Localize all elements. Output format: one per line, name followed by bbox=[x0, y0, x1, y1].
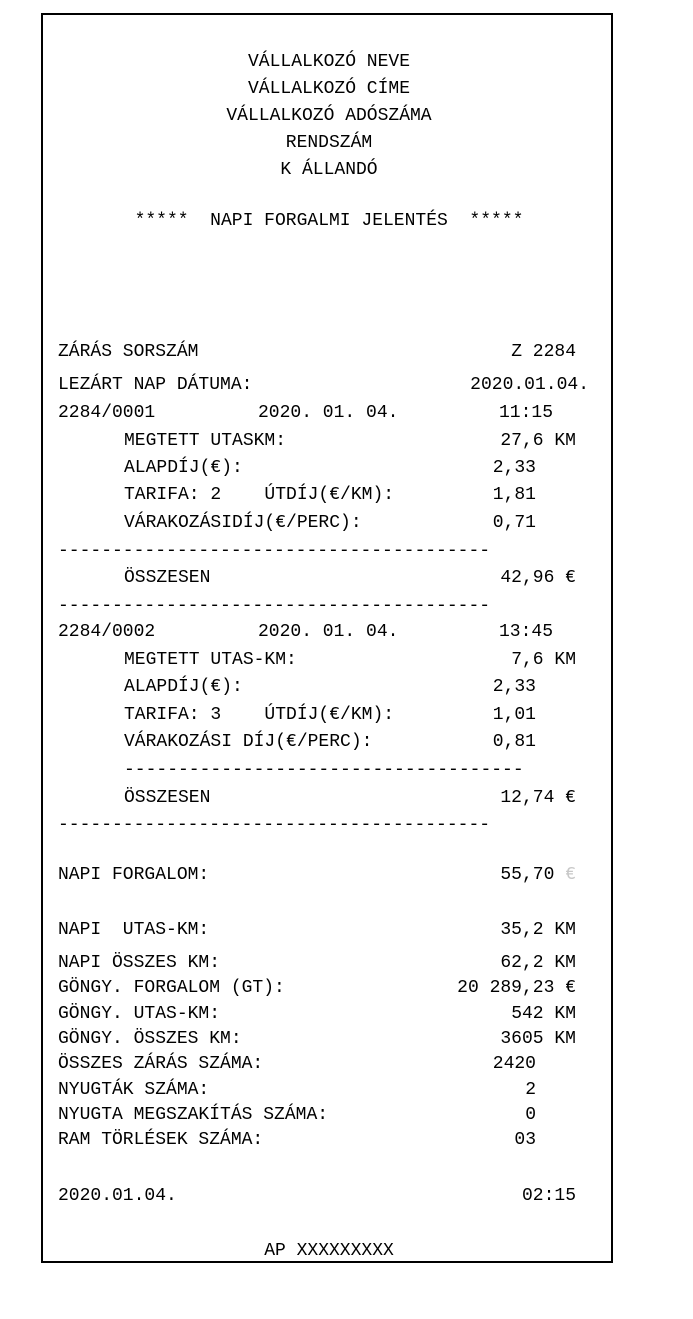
trip-1-wait-value: 0,71 bbox=[492, 513, 536, 533]
closed-day-value: 2020.01.04. bbox=[470, 375, 589, 395]
daily-passenger-km-value: 35,2 KM bbox=[500, 920, 576, 940]
closing-number-label: ZÁRÁS SORSZÁM bbox=[58, 342, 199, 362]
trip-2-km-label: MEGTETT UTAS-KM: bbox=[124, 650, 297, 670]
cumulative-revenue-value: 20 289,23 € bbox=[457, 978, 576, 998]
trip-1-date: 2020. 01. 04. bbox=[258, 403, 399, 423]
trip-1-total-value: 42,96 € bbox=[500, 568, 576, 588]
daily-total-km-value: 62,2 KM bbox=[500, 953, 576, 973]
trip-1-id: 2284/0001 bbox=[58, 403, 156, 423]
separator: ---------------------------------------- bbox=[58, 815, 491, 835]
receipt-interruptions-label: NYUGTA MEGSZAKÍTÁS SZÁMA: bbox=[58, 1105, 329, 1125]
receipts-count-label: NYUGTÁK SZÁMA: bbox=[58, 1080, 210, 1100]
permanent-label: K ÁLLANDÓ bbox=[280, 160, 378, 180]
closed-day-label: LEZÁRT NAP DÁTUMA: bbox=[58, 375, 253, 395]
daily-revenue-amount: 55,70 bbox=[500, 865, 555, 885]
total-closings-value: 2420 bbox=[492, 1054, 536, 1074]
trip-2-tariff-label: TARIFA: 3 ÚTDÍJ(€/KM): bbox=[124, 705, 395, 725]
trip-2-base-label: ALAPDÍJ(€): bbox=[124, 677, 243, 697]
separator: ---------------------------------------- bbox=[58, 541, 491, 561]
trip-2-total-label: ÖSSZESEN bbox=[124, 788, 211, 808]
trip-2-wait-value: 0,81 bbox=[492, 732, 536, 752]
report-title: ***** NAPI FORGALMI JELENTÉS ***** bbox=[134, 211, 524, 231]
trip-2-tariff-value: 1,01 bbox=[492, 705, 536, 725]
trip-2-km-value: 7,6 KM bbox=[511, 650, 576, 670]
ram-clears-value: 03 bbox=[514, 1130, 536, 1150]
cumulative-total-km-value: 3605 KM bbox=[500, 1029, 576, 1049]
cumulative-revenue-label: GÖNGY. FORGALOM (GT): bbox=[58, 978, 285, 998]
business-tax-number: VÁLLALKOZÓ ADÓSZÁMA bbox=[226, 106, 432, 126]
trip-2-total-value: 12,74 € bbox=[500, 788, 576, 808]
daily-revenue-label: NAPI FORGALOM: bbox=[58, 865, 210, 885]
separator-indented: ------------------------------------- bbox=[124, 760, 524, 780]
trip-2-time: 13:45 bbox=[499, 622, 554, 642]
trip-1-km-label: MEGTETT UTASKM: bbox=[124, 431, 287, 451]
cumulative-passenger-km-label: GÖNGY. UTAS-KM: bbox=[58, 1004, 221, 1024]
trip-1-km-value: 27,6 KM bbox=[500, 431, 576, 451]
trip-1-time: 11:15 bbox=[499, 403, 554, 423]
daily-revenue-currency: € bbox=[565, 865, 576, 885]
separator: ---------------------------------------- bbox=[58, 596, 491, 616]
ap-number: AP XXXXXXXXX bbox=[264, 1241, 394, 1261]
trip-1-base-label: ALAPDÍJ(€): bbox=[124, 458, 243, 478]
footer-date: 2020.01.04. bbox=[58, 1186, 177, 1206]
receipt-interruptions-value: 0 bbox=[525, 1105, 536, 1125]
trip-1-base-value: 2,33 bbox=[492, 458, 536, 478]
footer-time: 02:15 bbox=[521, 1186, 576, 1206]
trip-1-total-label: ÖSSZESEN bbox=[124, 568, 211, 588]
trip-2-base-value: 2,33 bbox=[492, 677, 536, 697]
daily-total-km-label: NAPI ÖSSZES KM: bbox=[58, 953, 221, 973]
business-address: VÁLLALKOZÓ CÍME bbox=[247, 79, 411, 99]
receipts-count-value: 2 bbox=[525, 1080, 536, 1100]
trip-1-tariff-value: 1,81 bbox=[492, 485, 536, 505]
trip-2-wait-label: VÁRAKOZÁSI DÍJ(€/PERC): bbox=[124, 732, 373, 752]
daily-revenue-value bbox=[500, 865, 576, 885]
trip-1-wait-label: VÁRAKOZÁSIDÍJ(€/PERC): bbox=[124, 513, 362, 533]
closing-number-value: Z 2284 bbox=[511, 342, 576, 362]
cumulative-passenger-km-value: 542 KM bbox=[511, 1004, 576, 1024]
daily-passenger-km-label: NAPI UTAS-KM: bbox=[58, 920, 210, 940]
trip-1-tariff-label: TARIFA: 2 ÚTDÍJ(€/KM): bbox=[124, 485, 395, 505]
cumulative-total-km-label: GÖNGY. ÖSSZES KM: bbox=[58, 1029, 242, 1049]
total-closings-label: ÖSSZES ZÁRÁS SZÁMA: bbox=[58, 1054, 264, 1074]
trip-2-id: 2284/0002 bbox=[58, 622, 156, 642]
receipt bbox=[41, 13, 613, 1263]
license-plate: RENDSZÁM bbox=[285, 133, 373, 153]
trip-2-date: 2020. 01. 04. bbox=[258, 622, 399, 642]
business-name: VÁLLALKOZÓ NEVE bbox=[247, 52, 411, 72]
ram-clears-label: RAM TÖRLÉSEK SZÁMA: bbox=[58, 1130, 264, 1150]
